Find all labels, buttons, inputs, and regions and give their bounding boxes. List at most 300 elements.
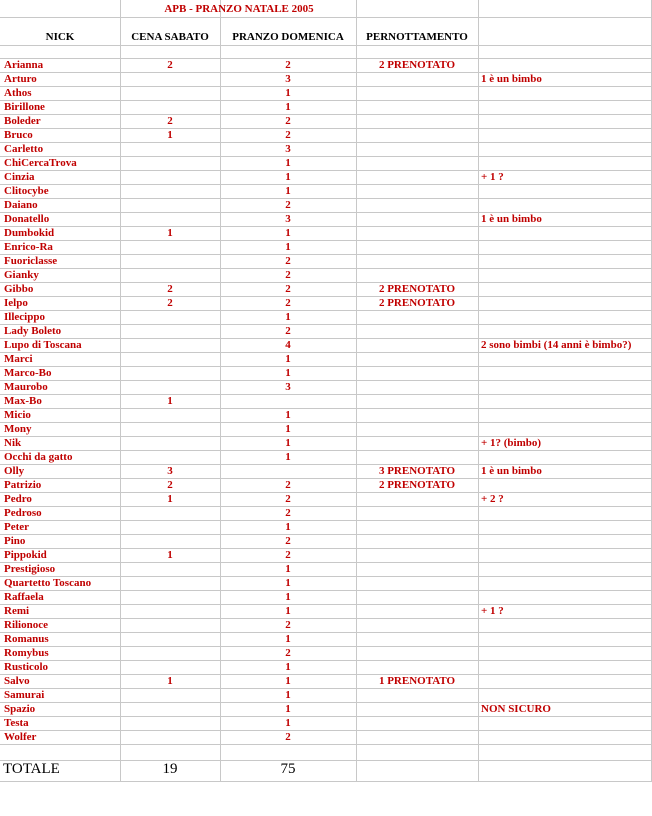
cell-pernottamento[interactable] — [357, 703, 477, 716]
cell-pranzo-domenica[interactable]: 1 — [285, 227, 291, 239]
cell-cena-sabato[interactable] — [121, 605, 219, 618]
table-row — [0, 423, 652, 437]
cell-cena-sabato[interactable]: 1 — [167, 549, 173, 561]
cell-cena-sabato[interactable] — [121, 451, 219, 464]
cell-pernottamento[interactable] — [357, 647, 477, 660]
table-row — [0, 73, 652, 87]
cell-nick[interactable]: Arturo — [4, 73, 37, 85]
cell-pranzo-domenica[interactable]: 1 — [285, 353, 291, 365]
cell-pernottamento[interactable] — [357, 409, 477, 422]
cell-cena-sabato[interactable]: 1 — [167, 227, 173, 239]
cell-nick[interactable]: Illecippo — [4, 311, 45, 323]
cell-cena-sabato[interactable]: 2 — [167, 479, 173, 491]
cell-nick[interactable]: Daiano — [4, 199, 38, 211]
cell-nick[interactable]: Rusticolo — [4, 661, 48, 673]
cell-notes[interactable] — [481, 549, 651, 562]
cell-nick[interactable]: Remi — [4, 605, 30, 617]
table-row — [0, 255, 652, 269]
cell-nick[interactable]: Gibbo — [4, 283, 34, 295]
cell-cena-sabato[interactable] — [121, 381, 219, 394]
table-row — [0, 521, 652, 535]
cell-pernottamento[interactable] — [357, 619, 477, 632]
table-row — [0, 437, 652, 451]
cell-pernottamento[interactable]: 2 PRENOTATO — [378, 59, 456, 71]
row-divider — [0, 45, 652, 46]
cell-notes[interactable]: 1 è un bimbo — [481, 465, 542, 477]
cell-cena-sabato[interactable]: 2 — [167, 115, 173, 127]
cell-cena-sabato[interactable] — [121, 241, 219, 254]
cell-notes[interactable] — [481, 591, 651, 604]
cell-nick[interactable]: Olly — [4, 465, 25, 477]
cell-cena-sabato[interactable] — [121, 157, 219, 170]
cell-cena-sabato[interactable]: 1 — [167, 129, 173, 141]
table-row — [0, 661, 652, 675]
cell-notes[interactable] — [481, 129, 651, 142]
cell-cena-sabato[interactable] — [121, 535, 219, 548]
cell-nick[interactable]: Occhi da gatto — [4, 451, 73, 463]
cell-nick[interactable]: Arianna — [4, 59, 44, 71]
cell-pernottamento[interactable] — [357, 311, 477, 324]
cell-pranzo-domenica[interactable]: 1 — [285, 409, 291, 421]
cell-notes[interactable] — [481, 157, 651, 170]
cell-notes[interactable] — [481, 577, 651, 590]
cell-nick[interactable]: Carletto — [4, 143, 44, 155]
cell-cena-sabato[interactable] — [121, 143, 219, 156]
header-pranzo-domenica[interactable]: PRANZO DOMENICA — [232, 31, 344, 43]
cell-notes[interactable]: 1 è un bimbo — [481, 73, 542, 85]
cell-cena-sabato[interactable] — [121, 325, 219, 338]
cell-cena-sabato[interactable]: 2 — [167, 283, 173, 295]
cell-pranzo-domenica[interactable]: 1 — [285, 521, 291, 533]
header-cena-sabato[interactable]: CENA SABATO — [131, 31, 209, 43]
cell-pernottamento[interactable] — [357, 115, 477, 128]
cell-nick[interactable]: Pedroso — [4, 507, 42, 519]
cell-cena-sabato[interactable]: 2 — [167, 59, 173, 71]
cell-notes[interactable] — [481, 619, 651, 632]
cell-nick[interactable]: Romanus — [4, 633, 49, 645]
table-row — [0, 479, 652, 493]
header-notes[interactable] — [481, 31, 651, 45]
cell-cena-sabato[interactable] — [121, 591, 219, 604]
cell-cena-sabato[interactable] — [121, 437, 219, 450]
cell-notes[interactable] — [481, 647, 651, 660]
cell-notes[interactable] — [481, 507, 651, 520]
cell-pernottamento[interactable] — [357, 101, 477, 114]
cell-pranzo-domenica[interactable]: 1 — [285, 675, 291, 687]
cell-pernottamento[interactable] — [357, 171, 477, 184]
cell-cena-sabato[interactable] — [121, 339, 219, 352]
cell-cena-sabato[interactable]: 1 — [167, 493, 173, 505]
cell-notes[interactable] — [481, 227, 651, 240]
cell-pranzo-domenica[interactable]: 2 — [285, 297, 291, 309]
cell-notes[interactable] — [481, 143, 651, 156]
cell-pranzo-domenica[interactable]: 1 — [285, 367, 291, 379]
cell-pranzo-domenica[interactable]: 2 — [285, 269, 291, 281]
cell-cena-sabato[interactable] — [121, 367, 219, 380]
cell-notes[interactable] — [481, 423, 651, 436]
table-row — [0, 633, 652, 647]
cell-notes[interactable] — [481, 283, 651, 296]
cell-nick[interactable]: Pedro — [4, 493, 32, 505]
table-row — [0, 717, 652, 731]
table-row — [0, 605, 652, 619]
cell-notes[interactable] — [481, 255, 651, 268]
table-row — [0, 213, 652, 227]
cell-pernottamento[interactable] — [357, 213, 477, 226]
cell-pernottamento[interactable]: 3 PRENOTATO — [378, 465, 456, 477]
cell-pernottamento[interactable]: 2 PRENOTATO — [378, 479, 456, 491]
cell-pranzo-domenica[interactable]: 1 — [285, 437, 291, 449]
cell-cena-sabato[interactable] — [121, 423, 219, 436]
cell-pranzo-domenica[interactable]: 2 — [285, 59, 291, 71]
cell-notes[interactable]: + 1 ? — [481, 605, 504, 617]
table-row — [0, 59, 652, 73]
cell-pernottamento[interactable] — [357, 521, 477, 534]
cell-notes[interactable] — [481, 381, 651, 394]
cell-pranzo-domenica[interactable]: 3 — [285, 73, 291, 85]
cell-pranzo-domenica[interactable]: 2 — [285, 199, 291, 211]
cell-nick[interactable]: Marci — [4, 353, 33, 365]
cell-pranzo-domenica[interactable]: 1 — [285, 717, 291, 729]
cell-pranzo-domenica[interactable]: 1 — [285, 605, 291, 617]
cell-notes[interactable]: 1 è un bimbo — [481, 213, 542, 225]
table-row — [0, 563, 652, 577]
cell-notes[interactable] — [481, 353, 651, 366]
cell-pranzo-domenica[interactable]: 3 — [285, 143, 291, 155]
table-row — [0, 241, 652, 255]
table-row — [0, 493, 652, 507]
table-row — [0, 185, 652, 199]
cell-nick[interactable]: Patrizio — [4, 479, 42, 491]
cell-pranzo-domenica[interactable]: 1 — [285, 703, 291, 715]
table-row — [0, 115, 652, 129]
cell-pernottamento[interactable] — [357, 395, 477, 408]
cell-pernottamento[interactable] — [357, 493, 477, 506]
cell-cena-sabato[interactable] — [121, 689, 219, 702]
header-pernottamento[interactable]: PERNOTTAMENTO — [366, 31, 468, 43]
cell-nick[interactable]: Boleder — [4, 115, 41, 127]
cell-nick[interactable]: Salvo — [4, 675, 30, 687]
cell-notes[interactable] — [481, 311, 651, 324]
cell-notes[interactable]: NON SICURO — [481, 703, 551, 715]
cell-pernottamento[interactable] — [357, 507, 477, 520]
cell-nick[interactable]: Micio — [4, 409, 31, 421]
table-row — [0, 395, 652, 409]
cell-nick[interactable]: Pippokid — [4, 549, 47, 561]
cell-pranzo-domenica[interactable]: 1 — [285, 185, 291, 197]
cell-notes[interactable] — [481, 479, 651, 492]
table-row — [0, 451, 652, 465]
cell-pernottamento[interactable] — [357, 87, 477, 100]
cell-cena-sabato[interactable] — [121, 353, 219, 366]
cell-cena-sabato[interactable]: 1 — [167, 395, 173, 407]
cell-nick[interactable]: Lupo di Toscana — [4, 339, 82, 351]
cell-notes[interactable]: + 1? (bimbo) — [481, 437, 542, 449]
cell-nick[interactable]: Clitocybe — [4, 185, 49, 197]
cell-notes[interactable] — [481, 325, 651, 338]
cell-cena-sabato[interactable] — [121, 647, 219, 660]
table-row — [0, 535, 652, 549]
cell-notes[interactable] — [481, 689, 651, 702]
cell-pranzo-domenica[interactable]: 2 — [285, 507, 291, 519]
table-row — [0, 465, 652, 479]
cell-pernottamento[interactable] — [357, 73, 477, 86]
cell-pranzo-domenica[interactable]: 1 — [285, 311, 291, 323]
cell-pranzo-domenica[interactable]: 1 — [285, 157, 291, 169]
cell-notes[interactable] — [481, 563, 651, 576]
cell-nick[interactable]: Enrico-Ra — [4, 241, 53, 253]
cell-pranzo-domenica[interactable]: 3 — [285, 213, 291, 225]
cell-notes[interactable] — [481, 409, 651, 422]
cell-notes[interactable] — [481, 101, 651, 114]
table-row — [0, 143, 652, 157]
total-label[interactable]: TOTALE — [3, 761, 60, 777]
cell-pranzo-domenica[interactable]: 1 — [285, 577, 291, 589]
cell-cena-sabato[interactable]: 1 — [167, 675, 173, 687]
cell-pernottamento[interactable] — [357, 143, 477, 156]
cell-nick[interactable]: Quartetto Toscano — [4, 577, 92, 589]
cell-pernottamento[interactable] — [357, 157, 477, 170]
table-row — [0, 591, 652, 605]
cell-nick[interactable]: Samurai — [4, 689, 45, 701]
cell-pernottamento[interactable] — [357, 689, 477, 702]
cell-notes[interactable]: 2 sono bimbi (14 anni è bimbo?) — [481, 339, 632, 351]
cell-nick[interactable]: Romybus — [4, 647, 49, 659]
table-row — [0, 101, 652, 115]
cell-pranzo-domenica[interactable]: 2 — [285, 493, 291, 505]
cell-pernottamento[interactable]: 2 PRENOTATO — [378, 297, 456, 309]
cell-nick[interactable]: Raffaela — [4, 591, 44, 603]
cell-notes[interactable] — [481, 661, 651, 674]
cell-cena-sabato[interactable] — [121, 409, 219, 422]
cell-nick[interactable]: Lady Boleto — [4, 325, 62, 337]
cell-cena-sabato[interactable] — [121, 213, 219, 226]
cell-nick[interactable]: Prestigioso — [4, 563, 56, 575]
cell-cena-sabato[interactable] — [121, 199, 219, 212]
cell-pernottamento[interactable] — [357, 423, 477, 436]
cell-nick[interactable]: Cinzia — [4, 171, 35, 183]
cell-pernottamento[interactable] — [357, 255, 477, 268]
cell-cena-sabato[interactable] — [121, 703, 219, 716]
cell-pernottamento[interactable] — [357, 661, 477, 674]
cell-cena-sabato[interactable] — [121, 255, 219, 268]
cell-notes[interactable] — [481, 521, 651, 534]
cell-pranzo-domenica[interactable]: 1 — [285, 241, 291, 253]
cell-pernottamento[interactable] — [357, 633, 477, 646]
cell-cena-sabato[interactable] — [121, 577, 219, 590]
table-row — [0, 353, 652, 367]
cell-notes[interactable] — [481, 731, 651, 744]
table-row — [0, 549, 652, 563]
cell-pranzo-domenica[interactable]: 2 — [285, 535, 291, 547]
cell-notes[interactable] — [481, 395, 651, 408]
cell-cena-sabato[interactable] — [121, 619, 219, 632]
cell-pranzo-domenica[interactable]: 2 — [285, 115, 291, 127]
cell-pernottamento[interactable] — [357, 451, 477, 464]
cell-nick[interactable]: Mony — [4, 423, 32, 435]
cell-cena-sabato[interactable] — [121, 717, 219, 730]
cell-pranzo-domenica[interactable]: 2 — [285, 549, 291, 561]
cell-nick[interactable]: Athos — [4, 87, 32, 99]
row-divider — [0, 781, 652, 782]
table-row — [0, 689, 652, 703]
cell-pernottamento[interactable] — [357, 591, 477, 604]
cell-notes[interactable] — [481, 115, 651, 128]
cell-pranzo-domenica[interactable]: 3 — [285, 381, 291, 393]
cell-notes[interactable] — [481, 633, 651, 646]
cell-pranzo-domenica[interactable]: 2 — [285, 619, 291, 631]
total-cena-sabato[interactable]: 19 — [162, 761, 178, 777]
cell-pernottamento[interactable] — [357, 269, 477, 282]
table-row — [0, 87, 652, 101]
sheet-title[interactable]: APB - PRANZO NATALE 2005 — [164, 3, 314, 15]
total-pranzo-domenica[interactable]: 75 — [280, 761, 296, 777]
cell-pernottamento[interactable]: 2 PRENOTATO — [378, 283, 456, 295]
cell-nick[interactable]: Fuoriclasse — [4, 255, 58, 267]
cell-pernottamento[interactable] — [357, 563, 477, 576]
cell-pranzo-domenica[interactable]: 1 — [285, 633, 291, 645]
cell-pernottamento[interactable] — [357, 717, 477, 730]
cell-nick[interactable]: ChiCercaTrova — [4, 157, 77, 169]
cell-nick[interactable]: Rilionoce — [4, 619, 48, 631]
cell-cena-sabato[interactable] — [121, 185, 219, 198]
cell-pernottamento[interactable] — [357, 353, 477, 366]
cell-pranzo-domenica[interactable]: 1 — [285, 101, 291, 113]
table-row — [0, 703, 652, 717]
cell-pranzo-domenica[interactable]: 1 — [285, 171, 291, 183]
cell-cena-sabato[interactable] — [121, 311, 219, 324]
cell-cena-sabato[interactable] — [121, 563, 219, 576]
cell-pranzo-domenica[interactable]: 2 — [285, 647, 291, 659]
cell-pernottamento[interactable] — [357, 325, 477, 338]
table-row — [0, 129, 652, 143]
cell-cena-sabato[interactable] — [121, 521, 219, 534]
cell-nick[interactable]: Max-Bo — [4, 395, 42, 407]
cell-cena-sabato[interactable] — [121, 171, 219, 184]
table-row — [0, 381, 652, 395]
table-row — [0, 675, 652, 689]
cell-pranzo-domenica[interactable]: 2 — [285, 325, 291, 337]
cell-nick[interactable]: Wolfer — [4, 731, 37, 743]
cell-pranzo-domenica[interactable]: 1 — [285, 87, 291, 99]
cell-nick[interactable]: Birillone — [4, 101, 45, 113]
cell-nick[interactable]: Donatello — [4, 213, 50, 225]
cell-nick[interactable]: Marco-Bo — [4, 367, 52, 379]
cell-pranzo-domenica[interactable]: 2 — [285, 283, 291, 295]
cell-nick[interactable]: Testa — [4, 717, 29, 729]
cell-pernottamento[interactable]: 1 PRENOTATO — [378, 675, 456, 687]
cell-pranzo-domenica[interactable]: 1 — [285, 591, 291, 603]
cell-nick[interactable]: Ielpo — [4, 297, 28, 309]
table-row — [0, 227, 652, 241]
table-row — [0, 311, 652, 325]
table-row — [0, 297, 652, 311]
table-row — [0, 507, 652, 521]
cell-notes[interactable]: + 2 ? — [481, 493, 504, 505]
cell-notes[interactable] — [481, 87, 651, 100]
cell-pernottamento[interactable] — [357, 241, 477, 254]
cell-notes[interactable] — [481, 451, 651, 464]
cell-pernottamento[interactable] — [357, 437, 477, 450]
cell-pernottamento[interactable] — [357, 367, 477, 380]
cell-notes[interactable] — [481, 717, 651, 730]
cell-notes[interactable]: + 1 ? — [481, 171, 504, 183]
cell-pranzo-domenica[interactable]: 1 — [285, 563, 291, 575]
table-row — [0, 731, 652, 745]
cell-pranzo-domenica[interactable]: 2 — [285, 479, 291, 491]
table-row — [0, 325, 652, 339]
cell-pernottamento[interactable] — [357, 381, 477, 394]
cell-nick[interactable]: Spazio — [4, 703, 36, 715]
cell-pernottamento[interactable] — [357, 199, 477, 212]
cell-notes[interactable] — [481, 269, 651, 282]
cell-pranzo-domenica[interactable]: 2 — [285, 255, 291, 267]
cell-pranzo-domenica[interactable] — [221, 465, 355, 478]
cell-cena-sabato[interactable] — [121, 101, 219, 114]
cell-cena-sabato[interactable] — [121, 507, 219, 520]
cell-cena-sabato[interactable] — [121, 633, 219, 646]
cell-notes[interactable] — [481, 297, 651, 310]
cell-pernottamento[interactable] — [357, 577, 477, 590]
cell-nick[interactable]: Pino — [4, 535, 26, 547]
cell-notes[interactable] — [481, 199, 651, 212]
cell-cena-sabato[interactable] — [121, 661, 219, 674]
cell-pernottamento[interactable] — [357, 535, 477, 548]
cell-nick[interactable]: Bruco — [4, 129, 33, 141]
cell-pranzo-domenica[interactable]: 4 — [285, 339, 291, 351]
cell-pranzo-domenica[interactable]: 1 — [285, 661, 291, 673]
cell-notes[interactable] — [481, 675, 651, 688]
cell-pranzo-domenica[interactable]: 1 — [285, 689, 291, 701]
cell-pranzo-domenica[interactable] — [221, 395, 355, 408]
cell-nick[interactable]: Maurobo — [4, 381, 48, 393]
cell-nick[interactable]: Nik — [4, 437, 22, 449]
cell-pranzo-domenica[interactable]: 1 — [285, 423, 291, 435]
cell-pranzo-domenica[interactable]: 1 — [285, 451, 291, 463]
table-row — [0, 199, 652, 213]
cell-pranzo-domenica[interactable]: 2 — [285, 129, 291, 141]
cell-cena-sabato[interactable]: 2 — [167, 297, 173, 309]
cell-nick[interactable]: Gianky — [4, 269, 39, 281]
cell-cena-sabato[interactable] — [121, 269, 219, 282]
cell-pernottamento[interactable] — [357, 549, 477, 562]
table-row — [0, 647, 652, 661]
table-row — [0, 157, 652, 171]
cell-nick[interactable]: Dumbokid — [4, 227, 55, 239]
header-nick[interactable]: NICK — [45, 31, 75, 43]
table-row — [0, 269, 652, 283]
table-row — [0, 577, 652, 591]
cell-pernottamento[interactable] — [357, 731, 477, 744]
cell-pernottamento[interactable] — [357, 339, 477, 352]
cell-notes[interactable] — [481, 185, 651, 198]
cell-notes[interactable] — [481, 367, 651, 380]
cell-pernottamento[interactable] — [357, 227, 477, 240]
cell-cena-sabato[interactable] — [121, 73, 219, 86]
cell-nick[interactable]: Peter — [4, 521, 30, 533]
cell-pernottamento[interactable] — [357, 605, 477, 618]
cell-pernottamento[interactable] — [357, 185, 477, 198]
cell-cena-sabato[interactable]: 3 — [167, 465, 173, 477]
cell-cena-sabato[interactable] — [121, 731, 219, 744]
cell-notes[interactable] — [481, 59, 651, 72]
cell-pranzo-domenica[interactable]: 2 — [285, 731, 291, 743]
cell-pernottamento[interactable] — [357, 129, 477, 142]
cell-cena-sabato[interactable] — [121, 87, 219, 100]
cell-notes[interactable] — [481, 535, 651, 548]
cell-notes[interactable] — [481, 241, 651, 254]
table-row — [0, 409, 652, 423]
